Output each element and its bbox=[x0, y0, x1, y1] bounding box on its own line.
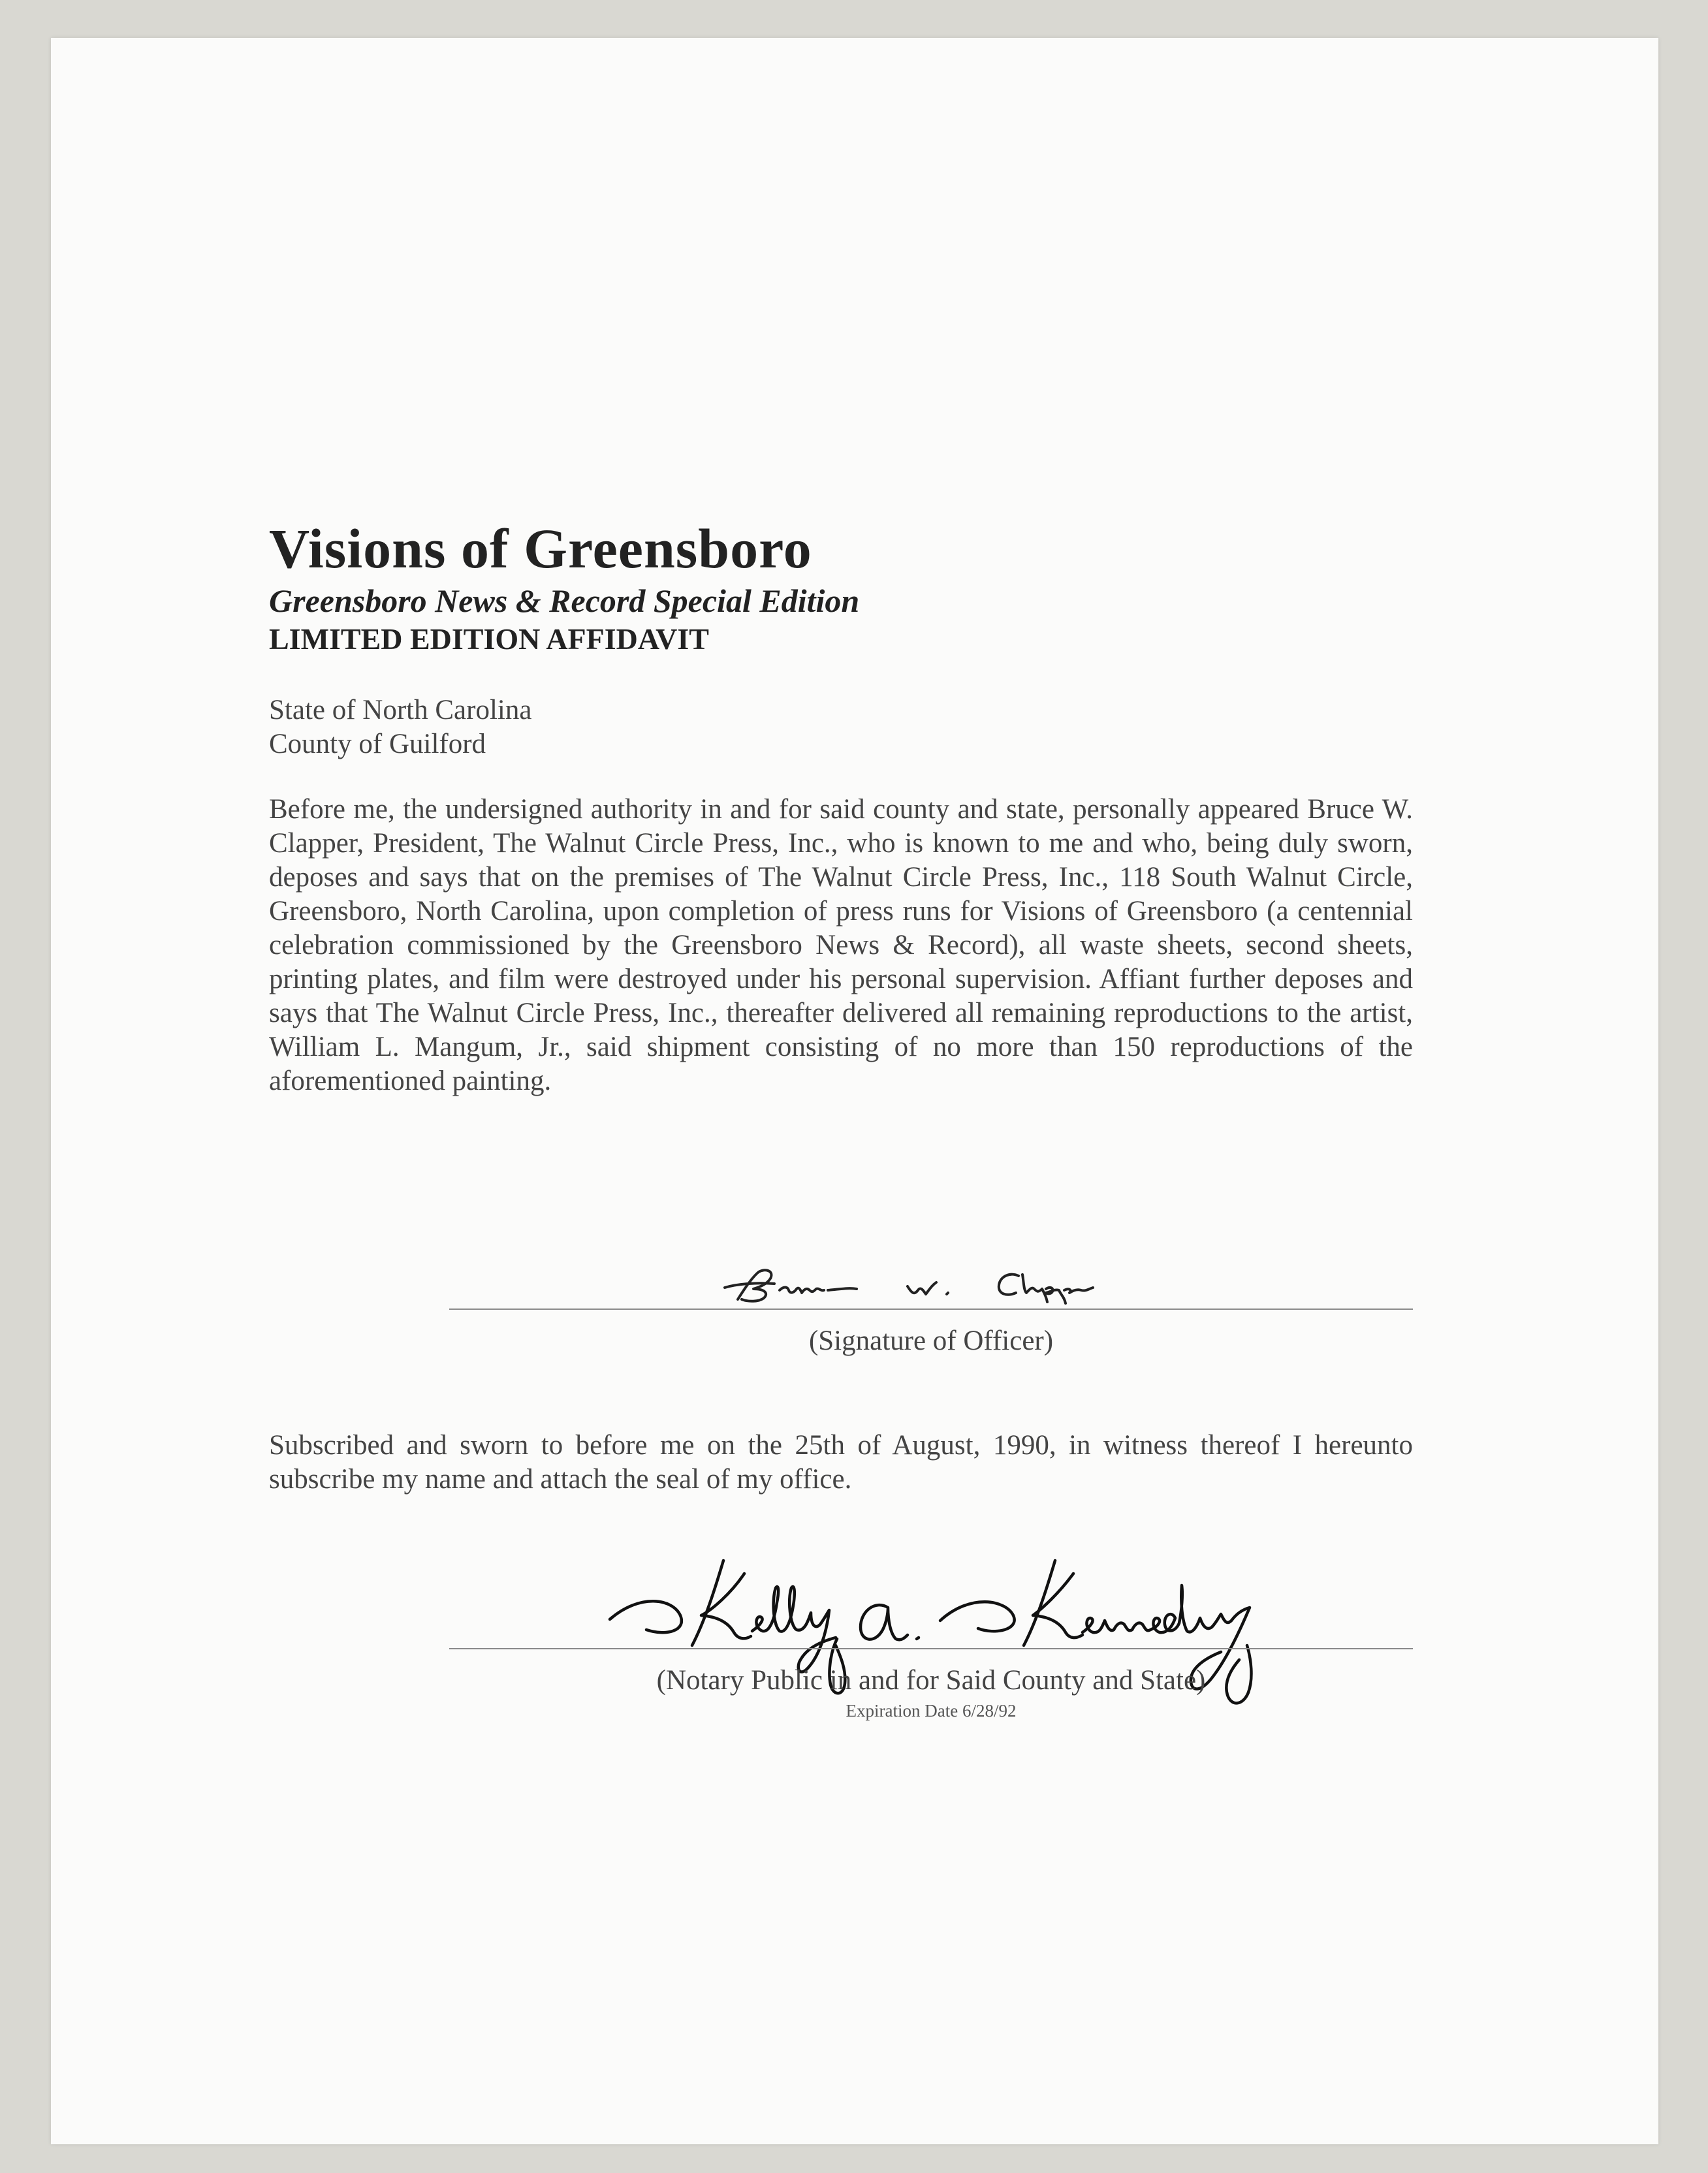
affidavit-heading: LIMITED EDITION AFFIDAVIT bbox=[269, 622, 709, 656]
officer-signature-block bbox=[449, 1309, 1413, 1358]
affidavit-body: Before me, the undersigned authority in and for said county and state, personally appeared Bruce W. Clapper, President, The Walnut Circle Press, Inc., who is known to me and who, being duly sworn, deposes and says that on the premises of The Walnut Circle Press, Inc., 118 South Walnut Circle, Greensboro, North Carolina, upon completion of press runs for Visions of Greensboro (a centennial celebration commissioned by the Greensboro News & Record), all waste sheets, second sheets, printing plates, and film were destroyed under his personal supervision. Affiant further deposes and says that The Walnut Circle Press, Inc., thereafter delivered all remaining reproductions to the artist, William L. Mangum, Jr., said shipment consisting of no more than 150 reproductions of the aforementioned painting. bbox=[269, 794, 1413, 1096]
officer-signature-drawing bbox=[712, 1260, 1182, 1312]
state-line: State of North Carolina bbox=[269, 695, 532, 725]
notary-signature-block bbox=[449, 1648, 1413, 1721]
document-subtitle: Greensboro News & Record Special Edition bbox=[269, 582, 860, 619]
county-line: County of Guilford bbox=[269, 729, 486, 759]
jurisdiction-block bbox=[269, 693, 1413, 761]
officer-signature-line bbox=[449, 1309, 1413, 1310]
notary-signature-line bbox=[449, 1648, 1413, 1649]
document-title: Visions of Greensboro bbox=[269, 517, 812, 580]
officer-signature-caption: (Signature of Officer) bbox=[808, 1325, 1054, 1356]
sworn-statement: Subscribed and sworn to before me on the 25th of August, 1990, in witness thereof I hereunto subscribe my name and attach the seal of my office. bbox=[269, 1430, 1413, 1495]
notary-signature-caption: (Notary Public in and for Said County and State) bbox=[656, 1665, 1206, 1696]
notary-expiration-date: Expiration Date 6/28/92 bbox=[846, 1701, 1017, 1721]
document-content bbox=[269, 516, 1413, 1126]
